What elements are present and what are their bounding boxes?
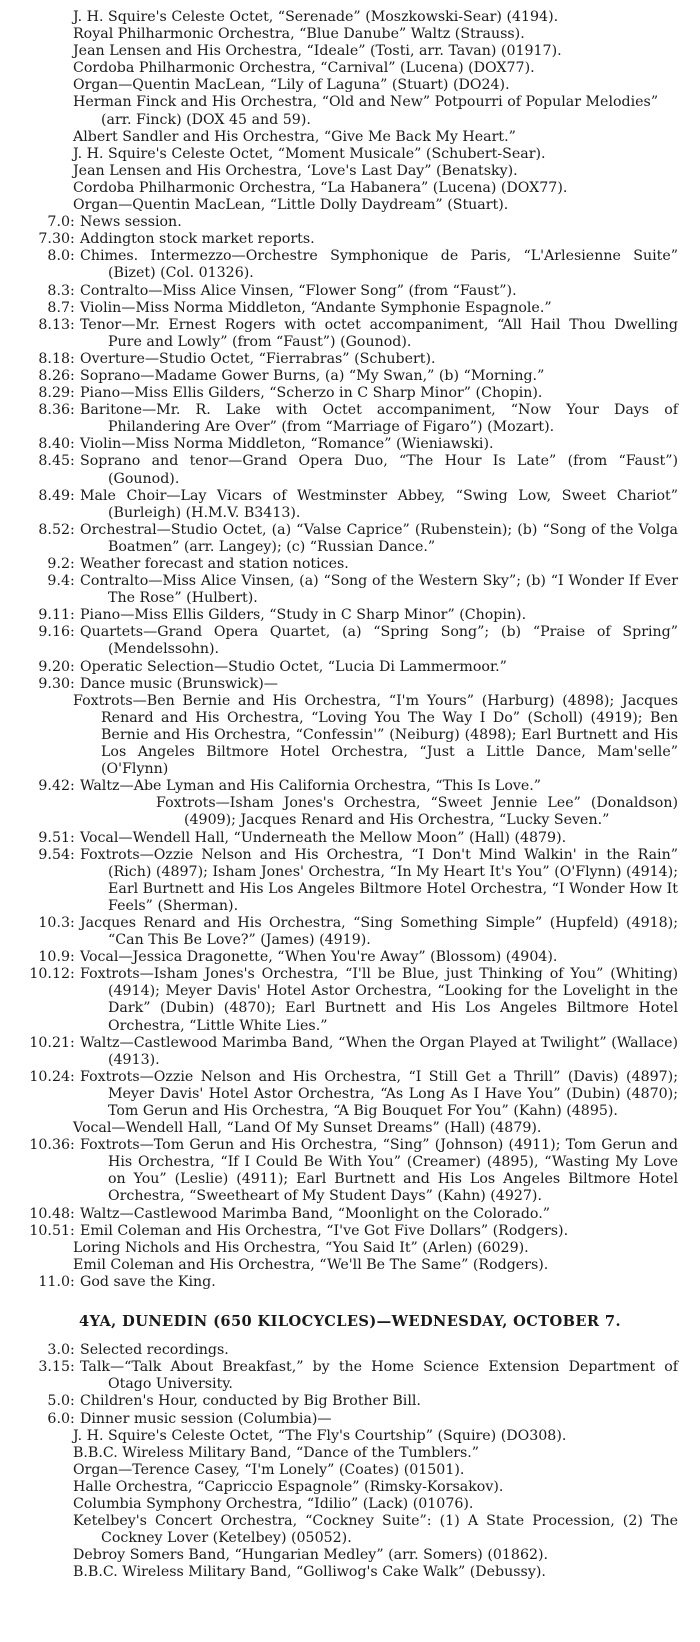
entry-time: 8.13: [38, 316, 70, 333]
entry-text: Male Choir—Lay Vicars of Westminster Abbey, “Swing Low, Sweet Chariot” (Burleigh) (H.M.V. B3413).: [80, 487, 678, 521]
entry-time: 9.20: [38, 658, 70, 675]
schedule-entry: [0, 556, 700, 573]
entry-time: 8.18: [38, 350, 70, 367]
recording-item: J. H. Squire's Celeste Octet, “Serenade” (Moszkowski-Sear) (4194).: [73, 9, 559, 25]
entry-colon: :: [70, 949, 75, 966]
entry-colon: :: [70, 675, 75, 692]
entry-body: [80, 231, 700, 248]
entry-subitems: [0, 795, 700, 829]
entry-body: [80, 915, 700, 949]
entry-colon: :: [70, 316, 75, 333]
schedule-entry: [0, 402, 700, 436]
recording-item: Royal Philharmonic Orchestra, “Blue Danube” Waltz (Strauss).: [73, 26, 525, 43]
entry-body: [80, 847, 700, 915]
schedule-entry: [0, 522, 700, 556]
schedule-entry: [0, 351, 700, 368]
entry-time: 10.48: [29, 1205, 70, 1222]
entry-body: [80, 573, 700, 607]
schedule-entry: [0, 317, 700, 351]
entry-colon: :: [70, 1393, 75, 1410]
schedule-entry: [0, 607, 700, 624]
entry-text: Contralto—Miss Alice Vinsen, “Flower Song” (from “Faust”).: [80, 282, 517, 299]
entry-colon: :: [70, 299, 75, 316]
schedule-entry: [0, 231, 700, 248]
entry-time: 9.42: [38, 778, 70, 795]
schedule-entry: [0, 676, 700, 693]
recording-item: Herman Finck and His Orchestra, “Old and New” Potpourri of Popular Melodies” (arr. Finck) (DOX 45 and 59).: [73, 94, 659, 128]
sub-item: Debroy Somers Band, “Hungarian Medley” (arr. Somers) (01862).: [73, 1547, 549, 1564]
entry-time: 8.49: [38, 487, 70, 504]
entry-time: 6.0: [47, 1410, 70, 1427]
entry-time: 10.3: [38, 914, 70, 931]
entry-subitems: [0, 1240, 700, 1274]
schedule-entry: [0, 368, 700, 385]
recording-item: Organ—Quentin MacLean, “Lily of Laguna” (Stuart) (DO24).: [73, 77, 510, 94]
recording-item: Albert Sandler and His Orchestra, “Give Me Back My Heart.”: [73, 128, 516, 145]
entry-time: 8.0: [47, 248, 70, 265]
entry-time: 3.15: [38, 1359, 70, 1376]
schedule-entry: [0, 847, 700, 915]
entry-time: 9.16: [38, 624, 70, 641]
entry-colon: :: [70, 1222, 75, 1239]
entry-text: Vocal—Wendell Hall, “Underneath the Mellow Moon” (Hall) (4879).: [80, 829, 567, 846]
entry-text: Foxtrots—Tom Gerun and His Orchestra, “Sing” (Johnson) (4911); Tom Gerun and His Orchestra, “If I Could Be With You” (Creamer) (4895), “Wasting My Love on You” (Leslie) (4911); Earl Burtnett and His Los Angeles Biltmore Hotel Orchestra, “Sweetheart of My Student Days” (Kahn) (4927).: [80, 1137, 678, 1205]
entry-text: Dinner music session (Columbia)—: [80, 1410, 332, 1427]
entry-body: [80, 624, 700, 658]
sub-item: Ketelbey's Concert Orchestra, “Cockney Suite”: (1) A State Procession, (2) The Cockney Lover (Ketelbey) (05052).: [73, 1513, 678, 1547]
entry-time: 10.51: [29, 1222, 70, 1239]
schedule-entry: [0, 453, 700, 487]
sub-item: Vocal—Wendell Hall, “Land Of My Sunset Dreams” (Hall) (4879).: [73, 1120, 542, 1137]
sub-item: Halle Orchestra, “Capriccio Espagnole” (Rimsky-Korsakov).: [73, 1478, 504, 1495]
entry-colon: :: [70, 231, 75, 248]
entry-text: Jacques Renard and His Orchestra, “Sing Something Simple” (Hupfeld) (4918); “Can This Be Love?” (James) (4919).: [80, 914, 678, 949]
sub-item: Foxtrots—Ben Bernie and His Orchestra, “I'm Yours” (Harburg) (4898); Jacques Renard and His Orchestra, “Loving You The Way I Do” (Scholl) (4919); Ben Bernie and His Orchestra, “Confessin'” (Neiburg) (4898); Earl Burtnett and His Los Angeles Biltmore Hotel Orchestra, “Just a Little Dance, Mam'selle” (O'Flynn): [73, 692, 678, 778]
schedule-entry: [0, 1206, 700, 1223]
entry-time: 11.0: [38, 1273, 70, 1290]
entry-time: 7.0: [47, 214, 70, 231]
entry-text: Vocal—Jessica Dragonette, “When You're Away” (Blossom) (4904).: [80, 949, 558, 966]
entry-colon: :: [70, 385, 75, 402]
schedule-entry: [0, 1411, 700, 1428]
entry-text: Foxtrots—Isham Jones's Orchestra, “I'll be Blue, just Thinking of You” (Whiting) (4914); Meyer Davis' Hotel Astor Orchestra, “Looking for the Lovelight in the Dark” (Dubin) (4870); Earl Burtnett and His Los Angeles Biltmore Hotel Orchestra, “Little White Lies.”: [80, 966, 678, 1034]
entry-text: Emil Coleman and His Orchestra, “I've Got Five Dollars” (Rodgers).: [80, 1222, 569, 1239]
entry-body: [80, 1359, 700, 1393]
sub-item: B.B.C. Wireless Military Band, “Golliwog's Cake Walk” (Debussy).: [73, 1564, 546, 1581]
entry-body: [80, 248, 700, 282]
entry-body: [80, 385, 700, 402]
entry-subitems: [0, 693, 700, 778]
entry-text: God save the King.: [80, 1273, 216, 1290]
entry-body: [80, 659, 700, 676]
entry-body: [80, 1393, 700, 1410]
entry-body: [80, 778, 700, 795]
entry-colon: :: [70, 453, 75, 470]
entry-colon: :: [70, 487, 75, 504]
recording-item: Organ—Quentin MacLean, “Little Dolly Daydream” (Stuart).: [73, 197, 509, 214]
entry-text: Chimes. Intermezzo—Orchestre Symphonique de Paris, “L'Arlesienne Suite” (Bizet) (Col. 01326).: [80, 248, 678, 282]
entry-text: Talk—“Talk About Breakfast,” by the Home Science Extension Department of Otago University.: [80, 1359, 678, 1393]
entry-colon: :: [70, 1205, 75, 1222]
entry-text: Violin—Miss Norma Middleton, “Romance” (Wieniawski).: [80, 436, 494, 453]
sub-item: Organ—Terence Casey, “I'm Lonely” (Coates) (01501).: [73, 1461, 465, 1478]
dinner-music-continuation: [0, 9, 700, 214]
sub-item: Foxtrots—Isham Jones's Orchestra, “Sweet Jennie Lee” (Donaldson) (4909); Jacques Renard and His Orchestra, “Lucky Seven.”: [156, 795, 678, 829]
schedule-entry: [0, 624, 700, 658]
entry-text: Waltz—Castlewood Marimba Band, “When the Organ Played at Twilight” (Wallace) (4913).: [80, 1034, 678, 1068]
entry-body: [80, 368, 700, 385]
entry-text: Dance music (Brunswick)—: [80, 675, 278, 692]
entry-colon: :: [70, 350, 75, 367]
schedule-entry: [0, 300, 700, 317]
entry-text: News session.: [80, 214, 182, 231]
schedule-entry: [0, 1274, 700, 1291]
entry-time: 7.30: [38, 231, 70, 248]
entry-text: Soprano—Madame Gower Burns, (a) “My Swan,” (b) “Morning.”: [80, 367, 545, 384]
entry-text: Violin—Miss Norma Middleton, “Andante Symphonie Espagnole.”: [80, 299, 552, 316]
entry-colon: :: [70, 778, 75, 795]
entry-time: 8.29: [38, 385, 70, 402]
entry-body: [80, 607, 700, 624]
entry-colon: :: [70, 1068, 75, 1085]
schedule-entry: [0, 1393, 700, 1410]
entry-time: 9.30: [38, 675, 70, 692]
entry-colon: :: [70, 658, 75, 675]
entry-time: 10.36: [29, 1137, 70, 1154]
entry-time: 9.11: [38, 607, 70, 624]
entry-body: [80, 676, 700, 693]
schedule-entry: [0, 488, 700, 522]
entry-body: [80, 966, 700, 1034]
recording-item: Cordoba Philharmonic Orchestra, “Carnival” (Lucena) (DOX77).: [73, 60, 535, 77]
entry-time: 10.9: [38, 949, 70, 966]
entry-body: [80, 830, 700, 847]
schedule-entry: [0, 1069, 700, 1120]
entry-body: [80, 949, 700, 966]
entry-body: [80, 1223, 700, 1240]
entry-text: Piano—Miss Ellis Gilders, “Scherzo in C Sharp Minor” (Chopin).: [80, 385, 543, 402]
station-heading: 4YA, DUNEDIN (650 KILOCYCLES)—WEDNESDAY, OCTOBER 7.: [79, 1313, 621, 1331]
entry-text: Quartets—Grand Opera Quartet, (a) “Spring Song”; (b) “Praise of Spring” (Mendelssohn).: [80, 624, 678, 658]
entry-body: [80, 1206, 700, 1223]
entry-time: 8.52: [38, 521, 70, 538]
entry-colon: :: [70, 1273, 75, 1290]
entry-colon: :: [70, 367, 75, 384]
entry-colon: :: [70, 1342, 75, 1359]
entry-time: 8.36: [38, 402, 70, 419]
entry-subitems: [0, 1428, 700, 1582]
entry-time: 5.0: [47, 1393, 70, 1410]
entry-time: 8.7: [47, 299, 70, 316]
entry-colon: :: [70, 966, 75, 983]
entry-text: Tenor—Mr. Ernest Rogers with octet accompaniment, “All Hail Thou Dwelling Pure and Lowly” (from “Faust”) (Gounod).: [80, 316, 678, 350]
entry-colon: :: [70, 1410, 75, 1427]
entry-time: 8.26: [38, 367, 70, 384]
entry-colon: :: [70, 914, 75, 931]
schedule-entry: [0, 778, 700, 795]
entry-time: 3.0: [47, 1342, 70, 1359]
schedule-entry: [0, 1359, 700, 1393]
entry-colon: :: [70, 436, 75, 453]
entry-colon: :: [70, 402, 75, 419]
schedule-entry: [0, 1342, 700, 1359]
entry-time: 8.40: [38, 436, 70, 453]
entry-colon: :: [70, 1359, 75, 1376]
entry-text: Overture—Studio Octet, “Fierrabras” (Schubert).: [80, 350, 436, 367]
schedule-list: [0, 214, 700, 1291]
entry-text: Addington stock market reports.: [80, 231, 315, 248]
entry-text: Weather forecast and station notices.: [80, 556, 349, 572]
entry-colon: :: [70, 282, 75, 299]
schedule-entry: [0, 1223, 700, 1240]
entry-body: [80, 351, 700, 368]
sub-item: B.B.C. Wireless Military Band, “Dance of the Tumblers.”: [73, 1444, 480, 1461]
entry-colon: :: [70, 1137, 75, 1154]
entry-time: 9.51: [38, 829, 70, 846]
entry-time: 9.4: [47, 573, 70, 590]
entry-body: [80, 402, 700, 436]
sub-item: Columbia Symphony Orchestra, “Idilio” (Lack) (01076).: [73, 1495, 474, 1512]
schedule-entry: [0, 966, 700, 1034]
entry-subitems: [0, 1120, 700, 1137]
entry-colon: :: [70, 1034, 75, 1051]
entry-colon: :: [70, 521, 75, 538]
schedule-entry: [0, 573, 700, 607]
entry-body: [80, 1274, 700, 1291]
recording-item: J. H. Squire's Celeste Octet, “Moment Musicale” (Schubert-Sear).: [73, 145, 546, 162]
entry-body: [80, 317, 700, 351]
recording-item: Jean Lensen and His Orchestra, “Ideale” (Tosti, arr. Tavan) (01917).: [73, 43, 562, 60]
entry-text: Waltz—Abe Lyman and His California Orchestra, “This Is Love.”: [80, 778, 542, 795]
schedule-entry: [0, 214, 700, 231]
entry-text: Foxtrots—Ozzie Nelson and His Orchestra, “I Don't Mind Walkin' in the Rain” (Rich) (4897); Isham Jones' Orchestra, “In My Heart It's You” (O'Flynn) (4914); Earl Burtnett and His Los Angeles Biltmore Hotel Orchestra, “I Wonder How It Feels” (Sherman).: [80, 846, 678, 914]
entry-colon: :: [70, 573, 75, 590]
schedule-entry: [0, 436, 700, 453]
entry-body: [80, 436, 700, 453]
schedule-entry: [0, 830, 700, 847]
schedule-entry: [0, 915, 700, 949]
entry-body: [80, 453, 700, 487]
entry-text: Baritone—Mr. R. Lake with Octet accompaniment, “Now Your Days of Philandering Are Over” (from “Marriage of Figaro”) (Mozart).: [80, 402, 678, 436]
entry-time: 10.12: [29, 966, 70, 983]
entry-text: Operatic Selection—Studio Octet, “Lucia Di Lammermoor.”: [80, 658, 507, 675]
entry-colon: :: [70, 624, 75, 641]
entry-colon: :: [70, 556, 75, 572]
schedule-entry: [0, 385, 700, 402]
recording-item: Jean Lensen and His Orchestra, ‘Love's Last Day” (Benatsky).: [73, 162, 518, 179]
entry-text: Waltz—Castlewood Marimba Band, “Moonlight on the Colorado.”: [80, 1205, 550, 1222]
entry-text: Orchestral—Studio Octet, (a) “Valse Caprice” (Rubenstein); (b) “Song of the Volga Boatmen” (arr. Langey); (c) “Russian Dance.”: [80, 521, 678, 555]
entry-body: [80, 522, 700, 556]
entry-colon: :: [70, 829, 75, 846]
entry-text: Children's Hour, conducted by Big Brother Bill.: [80, 1393, 421, 1410]
entry-body: [80, 214, 700, 231]
entry-colon: :: [70, 607, 75, 624]
entry-time: 9.54: [38, 846, 70, 863]
entry-text: Soprano and tenor—Grand Opera Duo, “The Hour Is Late” (from “Faust”) (Gounod).: [80, 453, 678, 487]
entry-body: [80, 300, 700, 317]
schedule-entry: [0, 949, 700, 966]
sub-item: Loring Nichols and His Orchestra, “You Said It” (Arlen) (6029).: [73, 1239, 529, 1256]
entry-time: 9.2: [47, 556, 70, 572]
entry-body: [80, 1342, 700, 1359]
schedule-entry: [0, 283, 700, 300]
entry-time: 8.3: [47, 282, 70, 299]
entry-text: Contralto—Miss Alice Vinsen, (a) “Song of the Western Sky”; (b) “I Wonder If Ever The Rose” (Hulbert).: [80, 573, 678, 607]
entry-text: Selected recordings.: [80, 1342, 229, 1359]
entry-colon: :: [70, 214, 75, 231]
entry-colon: :: [70, 248, 75, 265]
entry-colon: :: [70, 846, 75, 863]
schedule-entry: [0, 1137, 700, 1205]
entry-time: 10.21: [29, 1034, 70, 1051]
entry-text: Piano—Miss Ellis Gilders, “Study in C Sharp Minor” (Chopin).: [80, 607, 527, 624]
sub-item: Emil Coleman and His Orchestra, “We'll Be The Same” (Rodgers).: [73, 1256, 549, 1273]
entry-body: [80, 488, 700, 522]
schedule-entry: [0, 1035, 700, 1069]
recording-item: Cordoba Philharmonic Orchestra, “La Habanera” (Lucena) (DOX77).: [73, 179, 568, 196]
schedule-entry: [0, 659, 700, 676]
entry-body: [80, 1035, 700, 1069]
entry-body: [80, 1069, 700, 1120]
schedule-list-4ya: [0, 1342, 700, 1581]
entry-text: Foxtrots—Ozzie Nelson and His Orchestra, “I Still Get a Thrill” (Davis) (4897); Meyer Davis' Hotel Astor Orchestra, “As Long As I Have You” (Dubin) (4870); Tom Gerun and His Orchestra, “A Big Bouquet For You” (Kahn) (4895).: [80, 1068, 678, 1119]
entry-body: [80, 1137, 700, 1205]
entry-time: 8.45: [38, 453, 70, 470]
entry-body: [80, 1411, 700, 1428]
entry-body: [80, 556, 700, 573]
sub-item: J. H. Squire's Celeste Octet, “The Fly's Courtship” (Squire) (DO308).: [73, 1427, 567, 1444]
entry-time: 10.24: [29, 1068, 70, 1085]
schedule-entry: [0, 248, 700, 282]
entry-body: [80, 283, 700, 300]
